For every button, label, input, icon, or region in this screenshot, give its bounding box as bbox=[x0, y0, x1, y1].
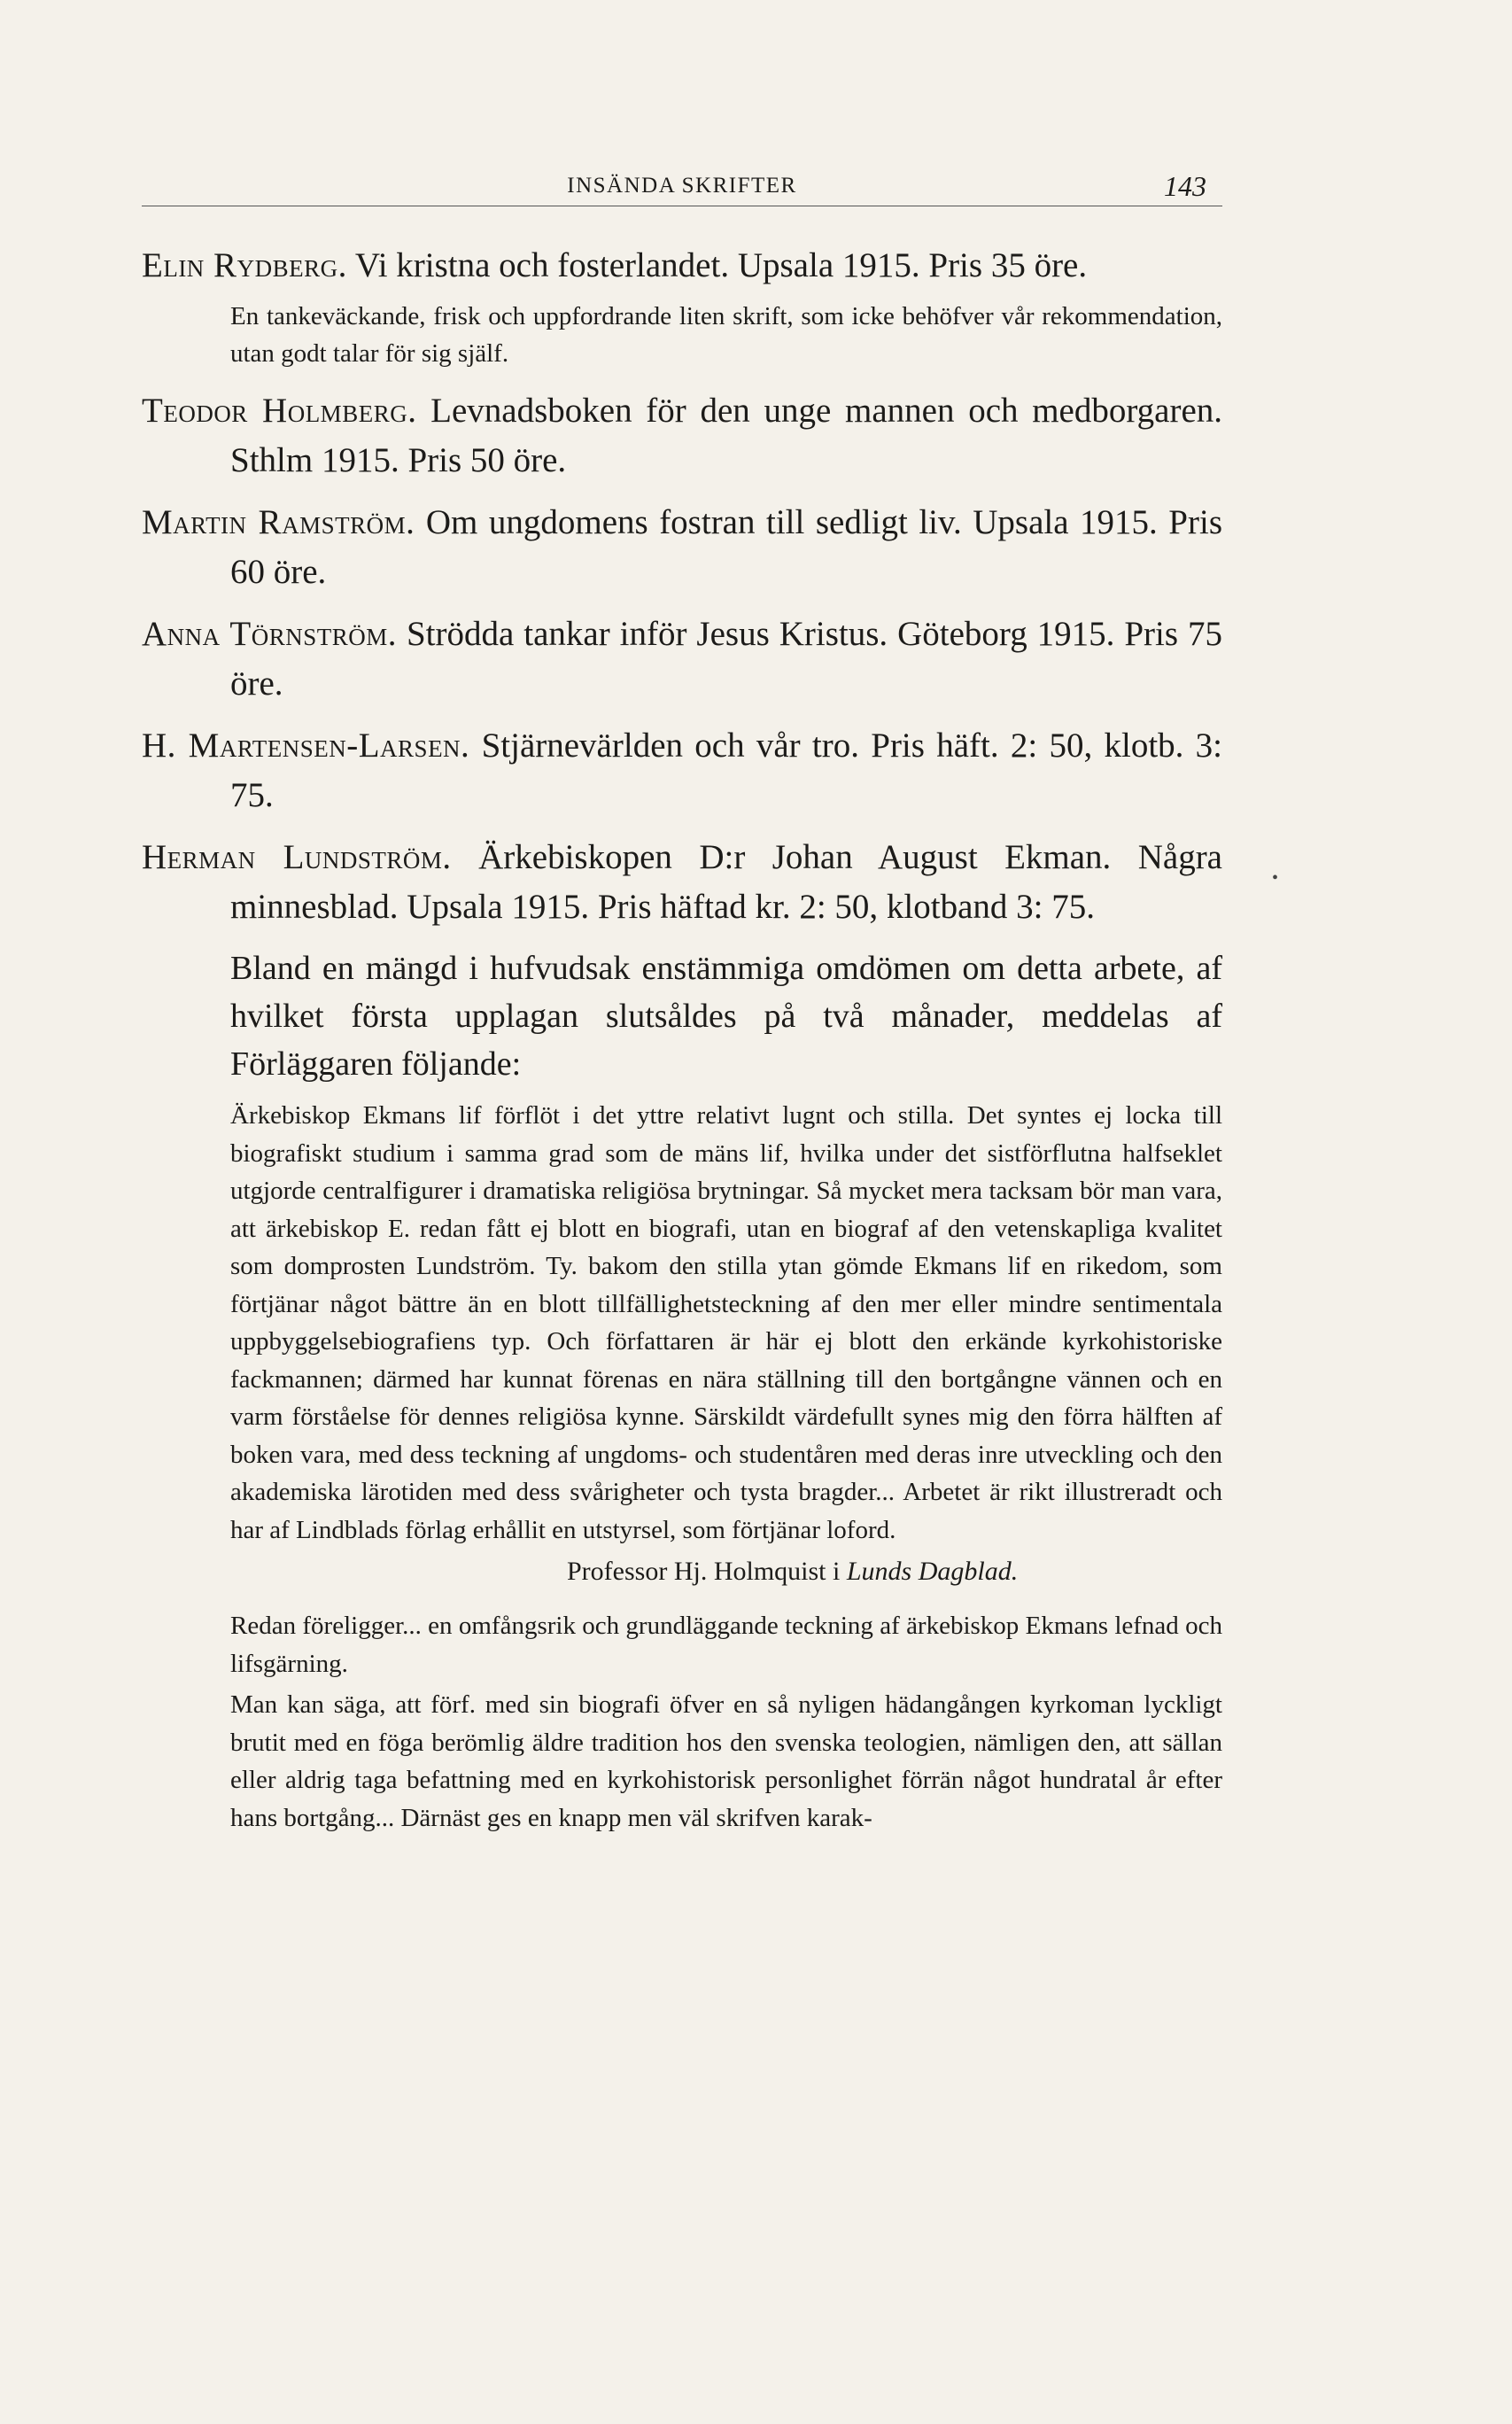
entry-author: Martin Ramström. bbox=[142, 503, 415, 541]
entry-text: Strödda tankar inför Jesus Kristus. Göteborg 1915. Pris 75 öre. bbox=[230, 615, 1222, 703]
entry-text: Om ungdomens fostran till sedligt liv. Upsala 1915. Pris 60 öre. bbox=[230, 503, 1222, 591]
entry-text: Stjärnevärlden och vår tro. Pris häft. 2: 50, klotb. 3: 75. bbox=[230, 726, 1223, 814]
page-number: 143 bbox=[1164, 170, 1206, 202]
entry-text: Ärkebiskopen D:r Johan August Ekman. Några minnesblad. Upsala 1915. Pris häftad kr. 2: 50, klotband 3: 75. bbox=[230, 838, 1222, 926]
entry-author: H. Martensen-Larsen. bbox=[142, 726, 470, 765]
review-quote-second-b: Man kan säga, att förf. med sin biografi öfver en så nyligen hädangången kyrkoman lyckligt brutit med en föga berömlig äldre tradition hos den svenska teologien, nämligen den, att sällan eller aldrig taga befattning med en kyrkohistorisk personlighet förrän något hundratal år efter hans bortgång... Därnäst ges en knapp men väl skrifven karak- bbox=[230, 1690, 1222, 1832]
entry-rydberg bbox=[142, 241, 1222, 291]
review-source-paper: Lunds Dagblad. bbox=[846, 1557, 1019, 1586]
running-title: INSÄNDA SKRIFTER bbox=[567, 174, 797, 198]
review-intro: Bland en mängd i hufvudsak enstämmiga omdömen om detta arbete, af hvilket första upplagan slutsåldes på två månader, meddelas af Förläggaren följande: bbox=[230, 950, 1222, 1083]
review-source-author: Professor Hj. Holmquist i bbox=[567, 1557, 841, 1586]
page-content bbox=[142, 241, 1222, 1840]
entry-holmberg bbox=[142, 386, 1222, 486]
margin-mark: • bbox=[1272, 868, 1279, 888]
page-header bbox=[142, 170, 1222, 206]
entry-author: Teodor Holmberg. bbox=[142, 392, 417, 430]
entry-text: Vi kristna och fosterlandet. Upsala 1915. Pris 35 öre. bbox=[354, 246, 1088, 284]
entry-note: En tankeväckande, frisk och uppfordrande liten skrift, som icke behöfver vår rekommendation, utan godt talar för sig själf. bbox=[230, 302, 1222, 368]
entry-author: Herman Lundström. bbox=[142, 838, 452, 876]
entry-text: Levnadsboken för den unge mannen och medborgaren. Sthlm 1915. Pris 50 öre. bbox=[230, 392, 1223, 479]
entry-ramstrom bbox=[142, 498, 1222, 597]
entry-tornstrom bbox=[142, 610, 1222, 709]
review-quote-holmquist: Ärkebiskop Ekmans lif förflöt i det yttre relativt lugnt och stilla. Det syntes ej locka till biografiskt studium i samma grad som de mäns lif, hvilka under det sistförflutna halfseklet utgjorde centralfigurer i dramatiska religiösa brytningar. Så mycket mera tacksam bör man vara, att ärkebiskop E. redan fått ej blott en biografi, utan en biograf af den vetenskapliga kvalitet som domprosten Lundström. Ty. bakom den stilla ytan gömde Ekmans lif en rikedom, som förtjänar något bättre än en blott tillfällighetsteckning af den mer eller mindre sentimentala uppbyggelsebiografiens typ. Och författaren är här ej blott den erkände kyrkohistoriske fackmannen; därmed har kunnat förenas en nära ställning till den bortgångne vännen och en varm förståelse för dennes religiösa kynne. Särskildt värdefullt synes mig den förra hälften af boken vara, med dess teckning af ungdoms- och studentåren med deras inre utveckling och den akademiska lärotiden med dess svårigheter och tysta bragder... Arbetet är rikt illustreradt och har af Lindblads förlag erhållit en utstyrsel, som förtjänar loford. bbox=[230, 1101, 1222, 1544]
entry-author: Anna Törnström. bbox=[142, 615, 398, 653]
entry-lundstrom bbox=[142, 833, 1222, 932]
entry-author: Elin Rydberg. bbox=[142, 246, 347, 284]
review-quote-second-a: Redan föreligger... en omfångsrik och grundläggande teckning af ärkebiskop Ekmans lefnad och lifsgärning. bbox=[230, 1612, 1222, 1678]
entry-martensen-larsen bbox=[142, 721, 1222, 820]
review-source bbox=[230, 1552, 1222, 1591]
